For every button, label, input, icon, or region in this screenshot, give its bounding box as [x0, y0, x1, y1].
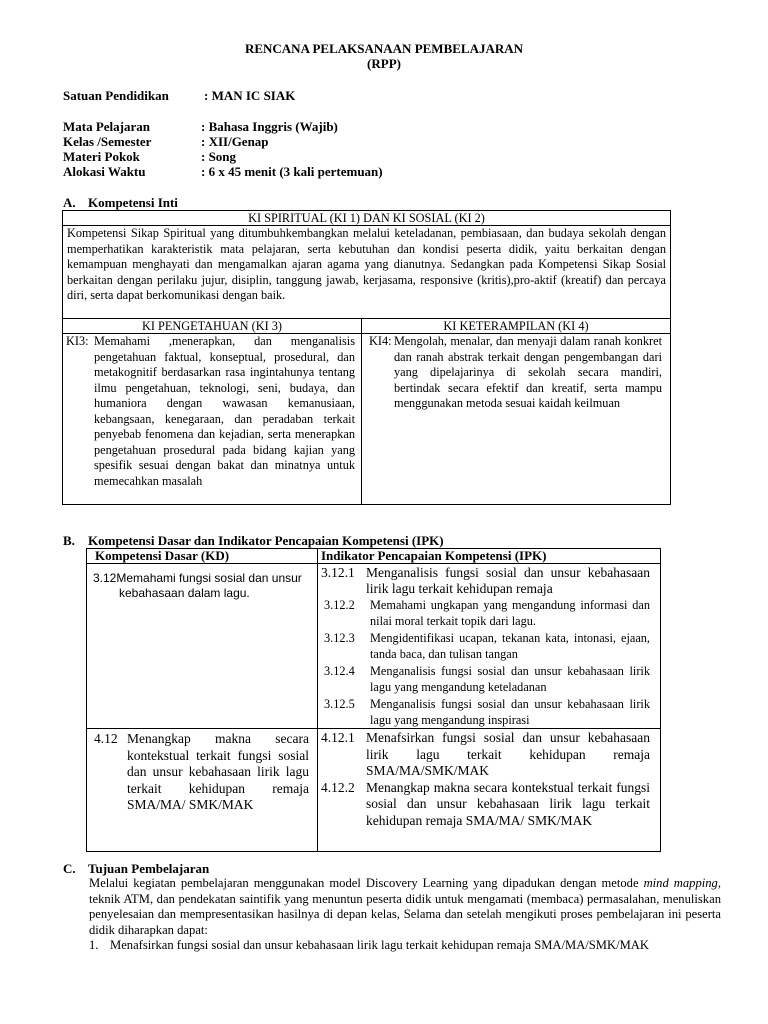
ipk-number: 3.12.2 [324, 598, 355, 612]
kd-312-number: 3.12 [93, 571, 117, 585]
kd-412 [93, 731, 309, 814]
ipk-412-cell [318, 729, 661, 852]
section-c-heading: Tujuan Pembelajaran [88, 861, 210, 876]
ki3-header: KI PENGETAHUAN (KI 3) [63, 319, 362, 334]
alokasi-label: Alokasi Waktu [63, 164, 146, 179]
ipk-number: 3.12.3 [324, 631, 355, 645]
kd-312-text: Memahami fungsi sosial dan unsur kebahasaan dalam lagu. [116, 571, 302, 600]
kd-ipk-table [86, 548, 661, 852]
document-title: RENCANA PELAKSANAAN PEMBELAJARAN [244, 41, 524, 56]
satuan-label: Satuan Pendidikan [63, 88, 169, 103]
ki12-body: Kompetensi Sikap Spiritual yang ditumbuhkembangkan melalui keteladanan, pembiasaan, dan budaya sekolah dengan memperhatikan karakteristik mata pelajaran, serta kebutuhan dan kondisi peserta didik, yaitu berkaitan dengan kemampuan menghayati dan mengamalkan ajaran agama yang dianutnya. Sedangkan pada Kompetensi Sikap Sosial berkaitan dengan perilaku jujur, disiplin, tanggung jawab, kerjasama, responsive (kritis),pro-aktif (kreatif) dan percaya diri, serta dapat berkomunikasi dengan baik. [63, 226, 671, 319]
ipk-312-cell [318, 564, 661, 729]
section-a-letter: A. [63, 195, 76, 210]
ipk-number: 3.12.5 [324, 697, 355, 711]
kd-412-cell [87, 729, 318, 852]
ipk-312-2 [321, 598, 650, 629]
kd-412-number: 4.12 [94, 731, 118, 746]
materi-label: Materi Pokok [63, 149, 140, 164]
ipk-number: 3.12.1 [321, 565, 355, 580]
ipk-312-1 [321, 565, 650, 596]
ipk-number: 3.12.4 [324, 664, 355, 678]
section-a-heading: Kompetensi Inti [88, 195, 178, 210]
ipk-number: 4.12.1 [321, 730, 355, 745]
kd-412-text: Menangkap makna secara kontekstual terkait fungsi sosial dan unsur kebahasaan lirik lagu terkait kehidupan remaja SMA/MA/ SMK/MAK [127, 731, 309, 812]
document-subtitle: (RPP) [367, 56, 401, 71]
ki4-cell [362, 334, 671, 505]
mapel-label: Mata Pelajaran [63, 119, 151, 134]
section-b-heading: Kompetensi Dasar dan Indikator Pencapaian Kompetensi (IPK) [88, 533, 444, 548]
ipk-text: Mengidentifikasi ucapan, tekanan kata, intonasi, ejaan, tanda baca, dan tulisan tangan [370, 631, 650, 661]
ki12-header: KI SPIRITUAL (KI 1) DAN KI SOSIAL (KI 2) [63, 211, 671, 226]
ipk-312-3 [321, 631, 650, 662]
ipk-text: Menganalisis fungsi sosial dan unsur kebahasaan lirik lagu terkait kehidupan remaja [366, 565, 650, 596]
tujuan-text-1: Melalui kegiatan pembelajaran menggunakan model Discovery Learning yang dipadukan dengan metode [89, 876, 644, 890]
kd-column-header: Kompetensi Dasar (KD) [87, 549, 318, 564]
ki4-prefix: KI4: [369, 334, 392, 348]
kompetensi-inti-table [62, 210, 671, 505]
ki3-text: Memahami ,menerapkan, dan menganalisis pengetahuan faktual, konseptual, prosedural, dan metakognitif berdasarkan rasa ingintahunya tentang ilmu pengetahuan, teknologi, seni, budaya, dan humaniora dengan wawasan kemanusiaan, kebangsaan, kenegaraan, dan peradaban terkait penyebab fenomena dan kejadian, serta menerapkan pengetahuan prosedural pada bidang kajian yang spesifik sesuai dengan bakat dan minatnya untuk memecahkan masalah [94, 334, 355, 488]
ipk-412-1 [321, 730, 650, 780]
satuan-value: : MAN IC SIAK [204, 88, 296, 103]
tujuan-text-2: , teknik ATM, dan pendekatan saintifik yang menuntun peserta didik untuk mengamati (membaca) permasalahan, menuliskan penyelesaian dan mempresentasikan hasilnya di depan kelas, Selama dan setelah mengikuti proses pembelajaran ini peserta didik diharapkan dapat: [89, 876, 722, 937]
ipk-text: Memahami ungkapan yang mengandung informasi dan nilai moral terkait topik dari lagu. [370, 598, 650, 628]
section-c-letter: C. [63, 861, 76, 876]
ipk-text: Menafsirkan fungsi sosial dan unsur kebahasaan lirik lagu terkait kehidupan remaja SMA/MA/SMK/MAK [366, 730, 650, 778]
section-b-letter: B. [63, 533, 75, 548]
mapel-value: : Bahasa Inggris (Wajib) [201, 119, 338, 134]
materi-value: : Song [201, 149, 237, 164]
kd-312-cell [87, 564, 318, 729]
ki3-cell [63, 334, 362, 505]
ipk-column-header: Indikator Pencapaian Kompetensi (IPK) [318, 549, 661, 564]
ki4-text: Mengolah, menalar, dan menyaji dalam ranah konkret dan ranah abstrak terkait dengan pengembangan dari yang dipelajarinya di sekolah secara mandiri, bertindak secara efektif dan kreatif, serta mampu menggunakan metoda sesuai kaidah keilmuan [394, 334, 662, 410]
ki3-prefix: KI3: [66, 334, 89, 348]
ipk-number: 4.12.2 [321, 779, 355, 795]
tujuan-list-item-1: Menafsirkan fungsi sosial dan unsur kebahasaan lirik lagu terkait kehidupan remaja SMA/MA/SMK/MAK [110, 938, 649, 952]
alokasi-value: : 6 x 45 menit (3 kali pertemuan) [201, 164, 383, 179]
kelas-label: Kelas /Semester [63, 134, 152, 149]
ipk-text: Menganalisis fungsi sosial dan unsur kebahasaan lirik lagu yang mengandung keteladanan [370, 664, 650, 694]
tujuan-list-number-1: 1. [89, 938, 99, 952]
tujuan-italic: mind mapping [643, 876, 718, 890]
ipk-312-4 [321, 664, 650, 695]
ki4-header: KI KETERAMPILAN (KI 4) [362, 319, 671, 334]
ipk-text: Menganalisis fungsi sosial dan unsur kebahasaan lirik lagu yang mengandung inspirasi [370, 697, 650, 727]
tujuan-paragraph [89, 876, 721, 938]
kelas-value: : XII/Genap [201, 134, 269, 149]
ipk-312-5 [321, 697, 650, 728]
ipk-412-2 [321, 780, 650, 830]
kd-312 [93, 571, 309, 601]
ipk-text: Menangkap makna secara kontekstual terkait fungsi sosial dan unsur kebahasaan lirik lagu terkait kehidupan remaja SMA/MA/ SMK/MAK [366, 779, 650, 828]
